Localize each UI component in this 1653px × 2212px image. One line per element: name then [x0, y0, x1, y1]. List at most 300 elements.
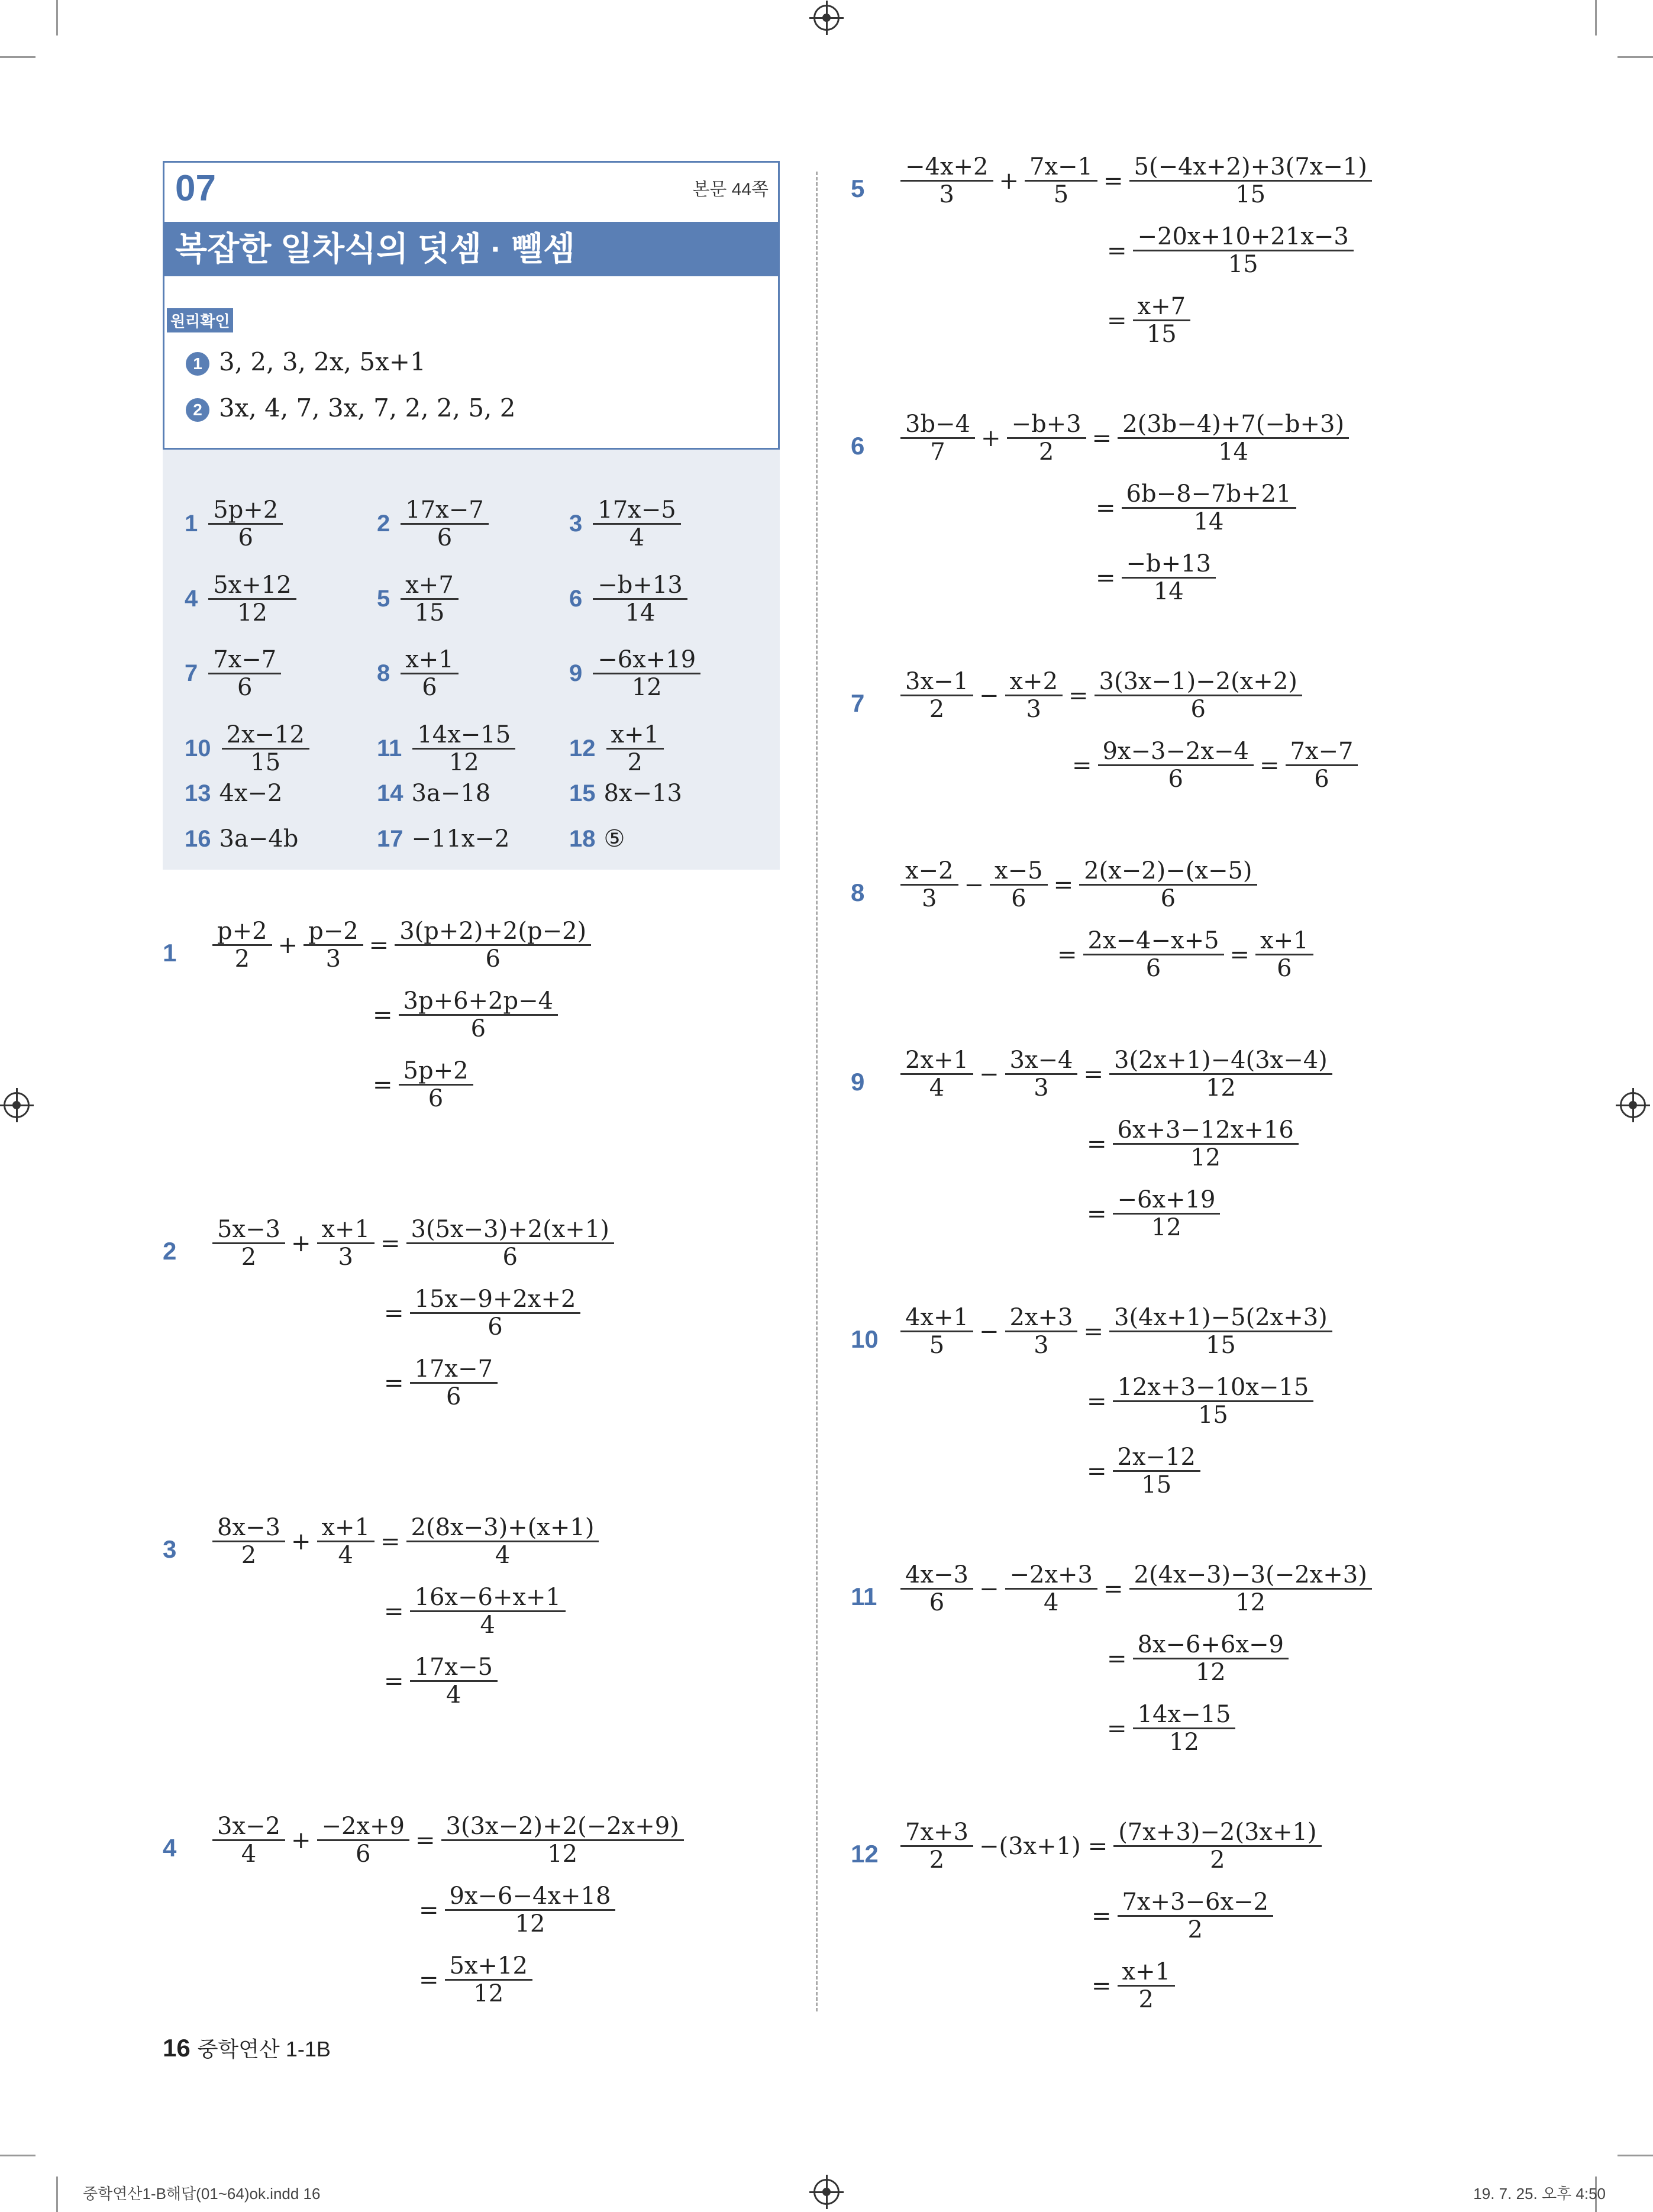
- denominator: 6: [502, 1244, 518, 1271]
- numerator: −b+13: [593, 572, 687, 600]
- answer-fraction: [208, 497, 283, 551]
- fraction: [1109, 1047, 1332, 1101]
- numerator: x+1: [1255, 928, 1313, 955]
- solution-row: [898, 1562, 1374, 1616]
- denominator: 15: [1235, 181, 1266, 208]
- numerator: 3(3x−2)+2(−2x+9): [441, 1813, 684, 1841]
- answer-number: 7: [185, 660, 198, 686]
- denominator: 12: [1195, 1659, 1226, 1686]
- denominator: 2: [234, 945, 250, 973]
- answer-number: 4: [185, 586, 198, 612]
- answer-item: [185, 572, 299, 626]
- denominator: 3: [939, 181, 954, 208]
- answer-item: [377, 722, 518, 776]
- solution-row: [415, 1953, 535, 2007]
- operator: −: [979, 1317, 999, 1345]
- answer-item: [185, 825, 298, 852]
- numerator: x+2: [1005, 669, 1063, 696]
- denominator: 6: [1160, 885, 1176, 912]
- answer-number: 6: [569, 586, 583, 612]
- equals-sign: =: [1092, 424, 1112, 452]
- numerator: −b+3: [1007, 411, 1086, 439]
- fraction: [900, 858, 958, 912]
- answer-number: 18: [569, 825, 596, 852]
- denominator: 14: [1193, 508, 1224, 535]
- solution-row: [369, 988, 560, 1042]
- denominator: 4: [495, 1542, 511, 1569]
- equals-sign: =: [1107, 1645, 1127, 1672]
- equals-sign: =: [1107, 1714, 1127, 1742]
- fraction: [1113, 1117, 1299, 1171]
- equals-sign: =: [1259, 751, 1280, 779]
- fraction: [304, 918, 363, 972]
- crop-mark: [1595, 0, 1597, 35]
- denominator: 6: [1314, 766, 1329, 793]
- answer-item: [185, 497, 285, 551]
- operator: −(3x+1): [979, 1832, 1081, 1860]
- fraction: [441, 1813, 684, 1867]
- solution-number: 10: [851, 1325, 879, 1353]
- denominator: 2: [1187, 1916, 1203, 1943]
- fraction: [1129, 1562, 1372, 1616]
- crop-mark: [0, 2155, 35, 2156]
- solution-row: [1083, 1374, 1316, 1428]
- answer-item: [569, 572, 690, 626]
- numerator: x−5: [990, 858, 1048, 886]
- numerator: 9x−3−2x−4: [1098, 738, 1254, 766]
- answer-number: 9: [569, 660, 583, 686]
- equals-sign: =: [1103, 167, 1123, 195]
- fraction: [1079, 858, 1257, 912]
- fraction: [1129, 154, 1372, 208]
- denominator: 6: [487, 1313, 503, 1341]
- denominator: 4: [1044, 1589, 1059, 1616]
- equals-sign: =: [380, 1528, 401, 1555]
- denominator: 6: [1277, 955, 1292, 982]
- solution-row: [415, 1883, 618, 1937]
- solution-row: [1054, 928, 1316, 981]
- denominator: 3: [325, 945, 341, 973]
- print-timestamp: 19. 7. 25. 오후 4:50: [1473, 2185, 1606, 2203]
- fraction: [1005, 1562, 1098, 1616]
- fraction: [410, 1356, 498, 1410]
- denominator: 15: [1141, 1471, 1172, 1499]
- denominator: 6: [237, 674, 253, 701]
- numerator: 2x+1: [900, 1047, 973, 1075]
- fraction: [445, 1953, 532, 2007]
- equals-sign: =: [415, 1826, 435, 1854]
- numerator: 17x−5: [593, 497, 680, 525]
- operator: −: [979, 682, 999, 709]
- solution-row: [1103, 293, 1193, 347]
- equals-sign: =: [1087, 1387, 1107, 1415]
- equals-sign: =: [419, 1896, 439, 1924]
- numerator: 3x−4: [1005, 1047, 1078, 1075]
- answer-item: [377, 497, 491, 551]
- fraction: [900, 1304, 973, 1358]
- numerator: (7x+3)−2(3x+1): [1113, 1819, 1321, 1847]
- equals-sign: =: [1057, 941, 1077, 968]
- numerator: 14x−15: [1133, 1701, 1236, 1729]
- operator: +: [290, 1528, 311, 1555]
- denominator: 12: [1190, 1144, 1221, 1171]
- denominator: 4: [241, 1840, 257, 1868]
- denominator: 2: [241, 1244, 257, 1271]
- equals-sign: =: [1068, 682, 1089, 709]
- answer-item: [569, 722, 666, 776]
- denominator: 6: [470, 1015, 486, 1042]
- crop-mark: [1618, 56, 1653, 58]
- numerator: −2x+3: [1005, 1562, 1098, 1590]
- numerator: −2x+9: [317, 1813, 410, 1841]
- solution-row: [380, 1584, 568, 1638]
- crop-mark: [1618, 2155, 1653, 2156]
- solution-row: [1083, 1187, 1222, 1241]
- section-number: 07: [175, 168, 216, 209]
- fraction: [1005, 669, 1063, 722]
- denominator: 6: [446, 1383, 461, 1410]
- answer-fraction: [593, 497, 680, 551]
- book-title: 중학연산 1-1B: [197, 2037, 331, 2061]
- denominator: 12: [1205, 1074, 1236, 1102]
- denominator: 2: [241, 1542, 257, 1569]
- answer-value: 4x−2: [219, 780, 283, 807]
- numerator: 5p+2: [208, 497, 283, 525]
- numerator: 12x+3−10x−15: [1113, 1374, 1314, 1402]
- solution-number: 11: [851, 1583, 877, 1610]
- denominator: 4: [929, 1074, 945, 1102]
- equals-sign: =: [1096, 564, 1116, 592]
- solution-number: 5: [851, 175, 865, 202]
- denominator: 4: [629, 524, 645, 551]
- solution-row: [1103, 1632, 1291, 1685]
- numerator: 2x−12: [222, 722, 309, 750]
- fraction: [317, 1216, 375, 1270]
- fraction: [399, 1058, 473, 1112]
- equals-sign: =: [1053, 871, 1074, 899]
- denominator: 6: [1011, 885, 1026, 912]
- denominator: 6: [1145, 955, 1161, 982]
- denominator: 12: [631, 674, 662, 701]
- fraction: [1083, 928, 1224, 981]
- fraction: [1098, 738, 1254, 792]
- file-slug: 중학연산1-B해답(01~64)ok.indd 16: [83, 2185, 321, 2203]
- equals-sign: =: [1083, 1060, 1103, 1088]
- fraction: [1122, 481, 1296, 535]
- equals-sign: =: [1229, 941, 1250, 968]
- fraction: [1007, 411, 1086, 465]
- fraction: [1095, 669, 1302, 722]
- answer-number: 16: [185, 825, 211, 852]
- answer-fraction: [208, 572, 296, 626]
- solution-row: [898, 1819, 1324, 1873]
- numerator: x+1: [1118, 1959, 1176, 1987]
- operator: −: [979, 1060, 999, 1088]
- numerator: 4x+1: [900, 1304, 973, 1332]
- denominator: 4: [338, 1542, 353, 1569]
- answer-fraction: [606, 722, 664, 776]
- denominator: 15: [1197, 1402, 1228, 1429]
- numerator: 3x−1: [900, 669, 973, 696]
- fraction: [1133, 1701, 1236, 1755]
- numerator: 3(2x+1)−4(3x−4): [1109, 1047, 1332, 1075]
- fraction: [1005, 1047, 1078, 1101]
- denominator: 14: [1153, 578, 1184, 605]
- fraction: [1113, 1444, 1200, 1498]
- numerator: −b+13: [1122, 551, 1216, 579]
- denominator: 3: [338, 1244, 353, 1271]
- fraction: [1122, 551, 1216, 605]
- answer-number: 11: [377, 735, 402, 761]
- solution-number: 9: [851, 1068, 865, 1096]
- denominator: 2: [929, 696, 945, 723]
- solution-row: [210, 1813, 686, 1867]
- number-circle-icon: 2: [186, 398, 209, 422]
- denominator: 15: [1228, 251, 1258, 278]
- fraction: [1025, 154, 1097, 208]
- solution-row: [898, 411, 1351, 465]
- numerator: −6x+19: [593, 647, 700, 674]
- registration-mark-icon: [813, 5, 840, 31]
- answer-number: 3: [569, 511, 583, 537]
- denominator: 6: [485, 945, 501, 973]
- fraction: [1005, 1304, 1078, 1358]
- answer-number: 8: [377, 660, 390, 686]
- page-footer: [163, 2033, 331, 2063]
- answer-value: 3a−18: [411, 780, 491, 807]
- numerator: x+1: [317, 1216, 375, 1244]
- equals-sign: =: [369, 931, 389, 959]
- denominator: 12: [515, 1910, 545, 1937]
- numerator: −20x+10+21x−3: [1133, 224, 1354, 251]
- numerator: 5x+12: [208, 572, 296, 600]
- numerator: 15x−9+2x+2: [410, 1286, 581, 1314]
- operator: +: [290, 1826, 311, 1854]
- equals-sign: =: [373, 1071, 393, 1099]
- fraction: [900, 669, 973, 722]
- numerator: 16x−6+x+1: [410, 1584, 566, 1612]
- fraction: [445, 1883, 616, 1937]
- crop-mark: [56, 2177, 58, 2212]
- fraction: [212, 918, 272, 972]
- solution-row: [898, 858, 1260, 912]
- page-number: 16: [163, 2034, 191, 2062]
- answer-item: [185, 722, 312, 776]
- solution-number: 1: [163, 939, 177, 967]
- equals-sign: =: [1087, 1457, 1107, 1485]
- fraction: [1109, 1304, 1332, 1358]
- fraction: [317, 1515, 375, 1568]
- equals-sign: =: [384, 1299, 404, 1327]
- numerator: 8x−6+6x−9: [1133, 1632, 1289, 1659]
- fraction: [900, 1047, 973, 1101]
- denominator: 7: [930, 438, 945, 466]
- numerator: 7x+3: [900, 1819, 973, 1847]
- denominator: 14: [1218, 438, 1249, 466]
- denominator: 12: [473, 1980, 504, 2007]
- numerator: x+1: [606, 722, 664, 750]
- fraction: [1113, 1374, 1314, 1428]
- equals-sign: =: [1087, 1130, 1107, 1158]
- numerator: 5x−3: [212, 1216, 285, 1244]
- equals-sign: =: [1103, 1575, 1123, 1603]
- denominator: 2: [1038, 438, 1054, 466]
- fraction: [1255, 928, 1313, 981]
- solution-row: [898, 669, 1305, 722]
- fraction: [900, 154, 993, 208]
- answer-fraction: [208, 647, 281, 700]
- denominator: 15: [414, 599, 445, 627]
- answer-value: 3a−4b: [219, 825, 299, 852]
- numerator: 2(8x−3)+(x+1): [406, 1515, 599, 1542]
- denominator: 6: [428, 1085, 444, 1112]
- fraction: [1118, 411, 1349, 465]
- denominator: 12: [1151, 1214, 1181, 1241]
- denominator: 6: [929, 1589, 945, 1616]
- numerator: 7x−7: [1286, 738, 1358, 766]
- denominator: 4: [446, 1681, 461, 1709]
- solution-number: 2: [163, 1237, 177, 1265]
- numerator: 3x−2: [212, 1813, 285, 1841]
- answer-item: [377, 780, 490, 807]
- fraction: [410, 1286, 581, 1340]
- answer-fraction: [401, 572, 459, 626]
- denominator: 3: [1026, 696, 1041, 723]
- equals-sign: =: [373, 1001, 393, 1029]
- numerator: 2(4x−3)−3(−2x+3): [1129, 1562, 1372, 1590]
- fraction: [212, 1216, 285, 1270]
- column-divider: [816, 172, 818, 2011]
- fraction: [1113, 1819, 1321, 1873]
- denominator: 3: [1034, 1332, 1049, 1359]
- answer-fraction: [412, 722, 515, 776]
- numerator: 2(3b−4)+7(−b+3): [1118, 411, 1349, 439]
- fraction: [1118, 1959, 1176, 2013]
- denominator: 15: [1146, 321, 1177, 348]
- numerator: 8x−3: [212, 1515, 285, 1542]
- denominator: 12: [547, 1840, 578, 1868]
- solution-row: [380, 1356, 500, 1410]
- numerator: 7x+3−6x−2: [1118, 1889, 1273, 1917]
- solution-row: [369, 1058, 476, 1112]
- operator: −: [964, 871, 984, 899]
- answer-fraction: [401, 647, 459, 700]
- denominator: 5: [1053, 181, 1069, 208]
- fraction: [406, 1216, 614, 1270]
- denominator: 12: [1235, 1589, 1266, 1616]
- numerator: 7x−1: [1025, 154, 1097, 182]
- registration-mark-icon: [813, 2179, 840, 2205]
- fraction: [317, 1813, 410, 1867]
- solution-number: 6: [851, 432, 865, 460]
- fraction: [900, 1562, 973, 1616]
- solution-number: 7: [851, 689, 865, 717]
- solution-row: [1092, 551, 1218, 605]
- answer-item: [569, 497, 683, 551]
- fraction: [1118, 1889, 1273, 1943]
- fraction: [900, 1819, 973, 1873]
- solution-row: [1092, 481, 1299, 535]
- equals-sign: =: [384, 1369, 404, 1397]
- solution-row: [1088, 1889, 1276, 1943]
- answer-fraction: [401, 497, 488, 551]
- denominator: 12: [237, 599, 267, 627]
- answer-number: 5: [377, 586, 390, 612]
- denominator: 6: [238, 524, 253, 551]
- numerator: −4x+2: [900, 154, 993, 182]
- numerator: 5x+12: [445, 1953, 532, 1981]
- crop-mark: [56, 0, 58, 35]
- denominator: 6: [1168, 766, 1183, 793]
- fraction: [990, 858, 1048, 912]
- solution-row: [1083, 1117, 1301, 1171]
- solution-number: 4: [163, 1834, 177, 1862]
- numerator: 2x−4−x+5: [1083, 928, 1224, 955]
- numerator: 2(x−2)−(x−5): [1079, 858, 1257, 886]
- fraction: [406, 1515, 599, 1568]
- operator: −: [979, 1575, 999, 1603]
- equals-sign: =: [1092, 1972, 1112, 2000]
- solution-row: [1103, 1701, 1238, 1755]
- numerator: x−2: [900, 858, 958, 886]
- solution-row: [1088, 1959, 1177, 2013]
- solution-number: 8: [851, 879, 865, 906]
- numerator: −6x+19: [1113, 1187, 1221, 1215]
- answer-number: 13: [185, 780, 211, 806]
- equals-sign: =: [419, 1966, 439, 1994]
- numerator: 2x+3: [1005, 1304, 1078, 1332]
- solution-row: [380, 1286, 583, 1340]
- operator: +: [981, 424, 1001, 452]
- answer-value: −11x−2: [411, 825, 510, 852]
- numerator: 3b−4: [900, 411, 975, 439]
- solution-number: 12: [851, 1840, 879, 1868]
- denominator: 5: [929, 1332, 945, 1359]
- answer-item: [377, 647, 461, 700]
- operator: +: [290, 1229, 311, 1257]
- concept-check-badge: 원리확인: [167, 308, 233, 332]
- section-title: 복잡한 일차식의 덧셈 · 뺄셈: [164, 222, 778, 276]
- denominator: 3: [1034, 1074, 1049, 1102]
- denominator: 2: [929, 1846, 945, 1874]
- equals-sign: =: [1107, 237, 1127, 264]
- equals-sign: =: [1107, 306, 1127, 334]
- section-header: [163, 161, 780, 450]
- fraction: [1133, 224, 1354, 277]
- fraction: [410, 1654, 498, 1708]
- answer-item: [569, 780, 682, 807]
- check-item-text: 3, 2, 3, 2x, 5x+1: [219, 347, 426, 376]
- denominator: 12: [1169, 1729, 1199, 1756]
- solution-row: [210, 918, 593, 972]
- answer-item: [185, 647, 283, 700]
- numerator: x+7: [401, 572, 459, 600]
- numerator: 5(−4x+2)+3(7x−1): [1129, 154, 1372, 182]
- equals-sign: =: [1072, 751, 1092, 779]
- answer-number: 12: [569, 735, 596, 761]
- answer-number: 1: [185, 511, 198, 537]
- numerator: 14x−15: [412, 722, 515, 750]
- fraction: [395, 918, 591, 972]
- fraction: [900, 411, 975, 465]
- answer-number: 14: [377, 780, 403, 806]
- answer-item: [377, 572, 461, 626]
- denominator: 6: [1190, 696, 1206, 723]
- solution-row: [380, 1654, 500, 1708]
- solution-row: [1068, 738, 1360, 792]
- registration-mark-icon: [1620, 1092, 1646, 1118]
- denominator: 6: [437, 524, 453, 551]
